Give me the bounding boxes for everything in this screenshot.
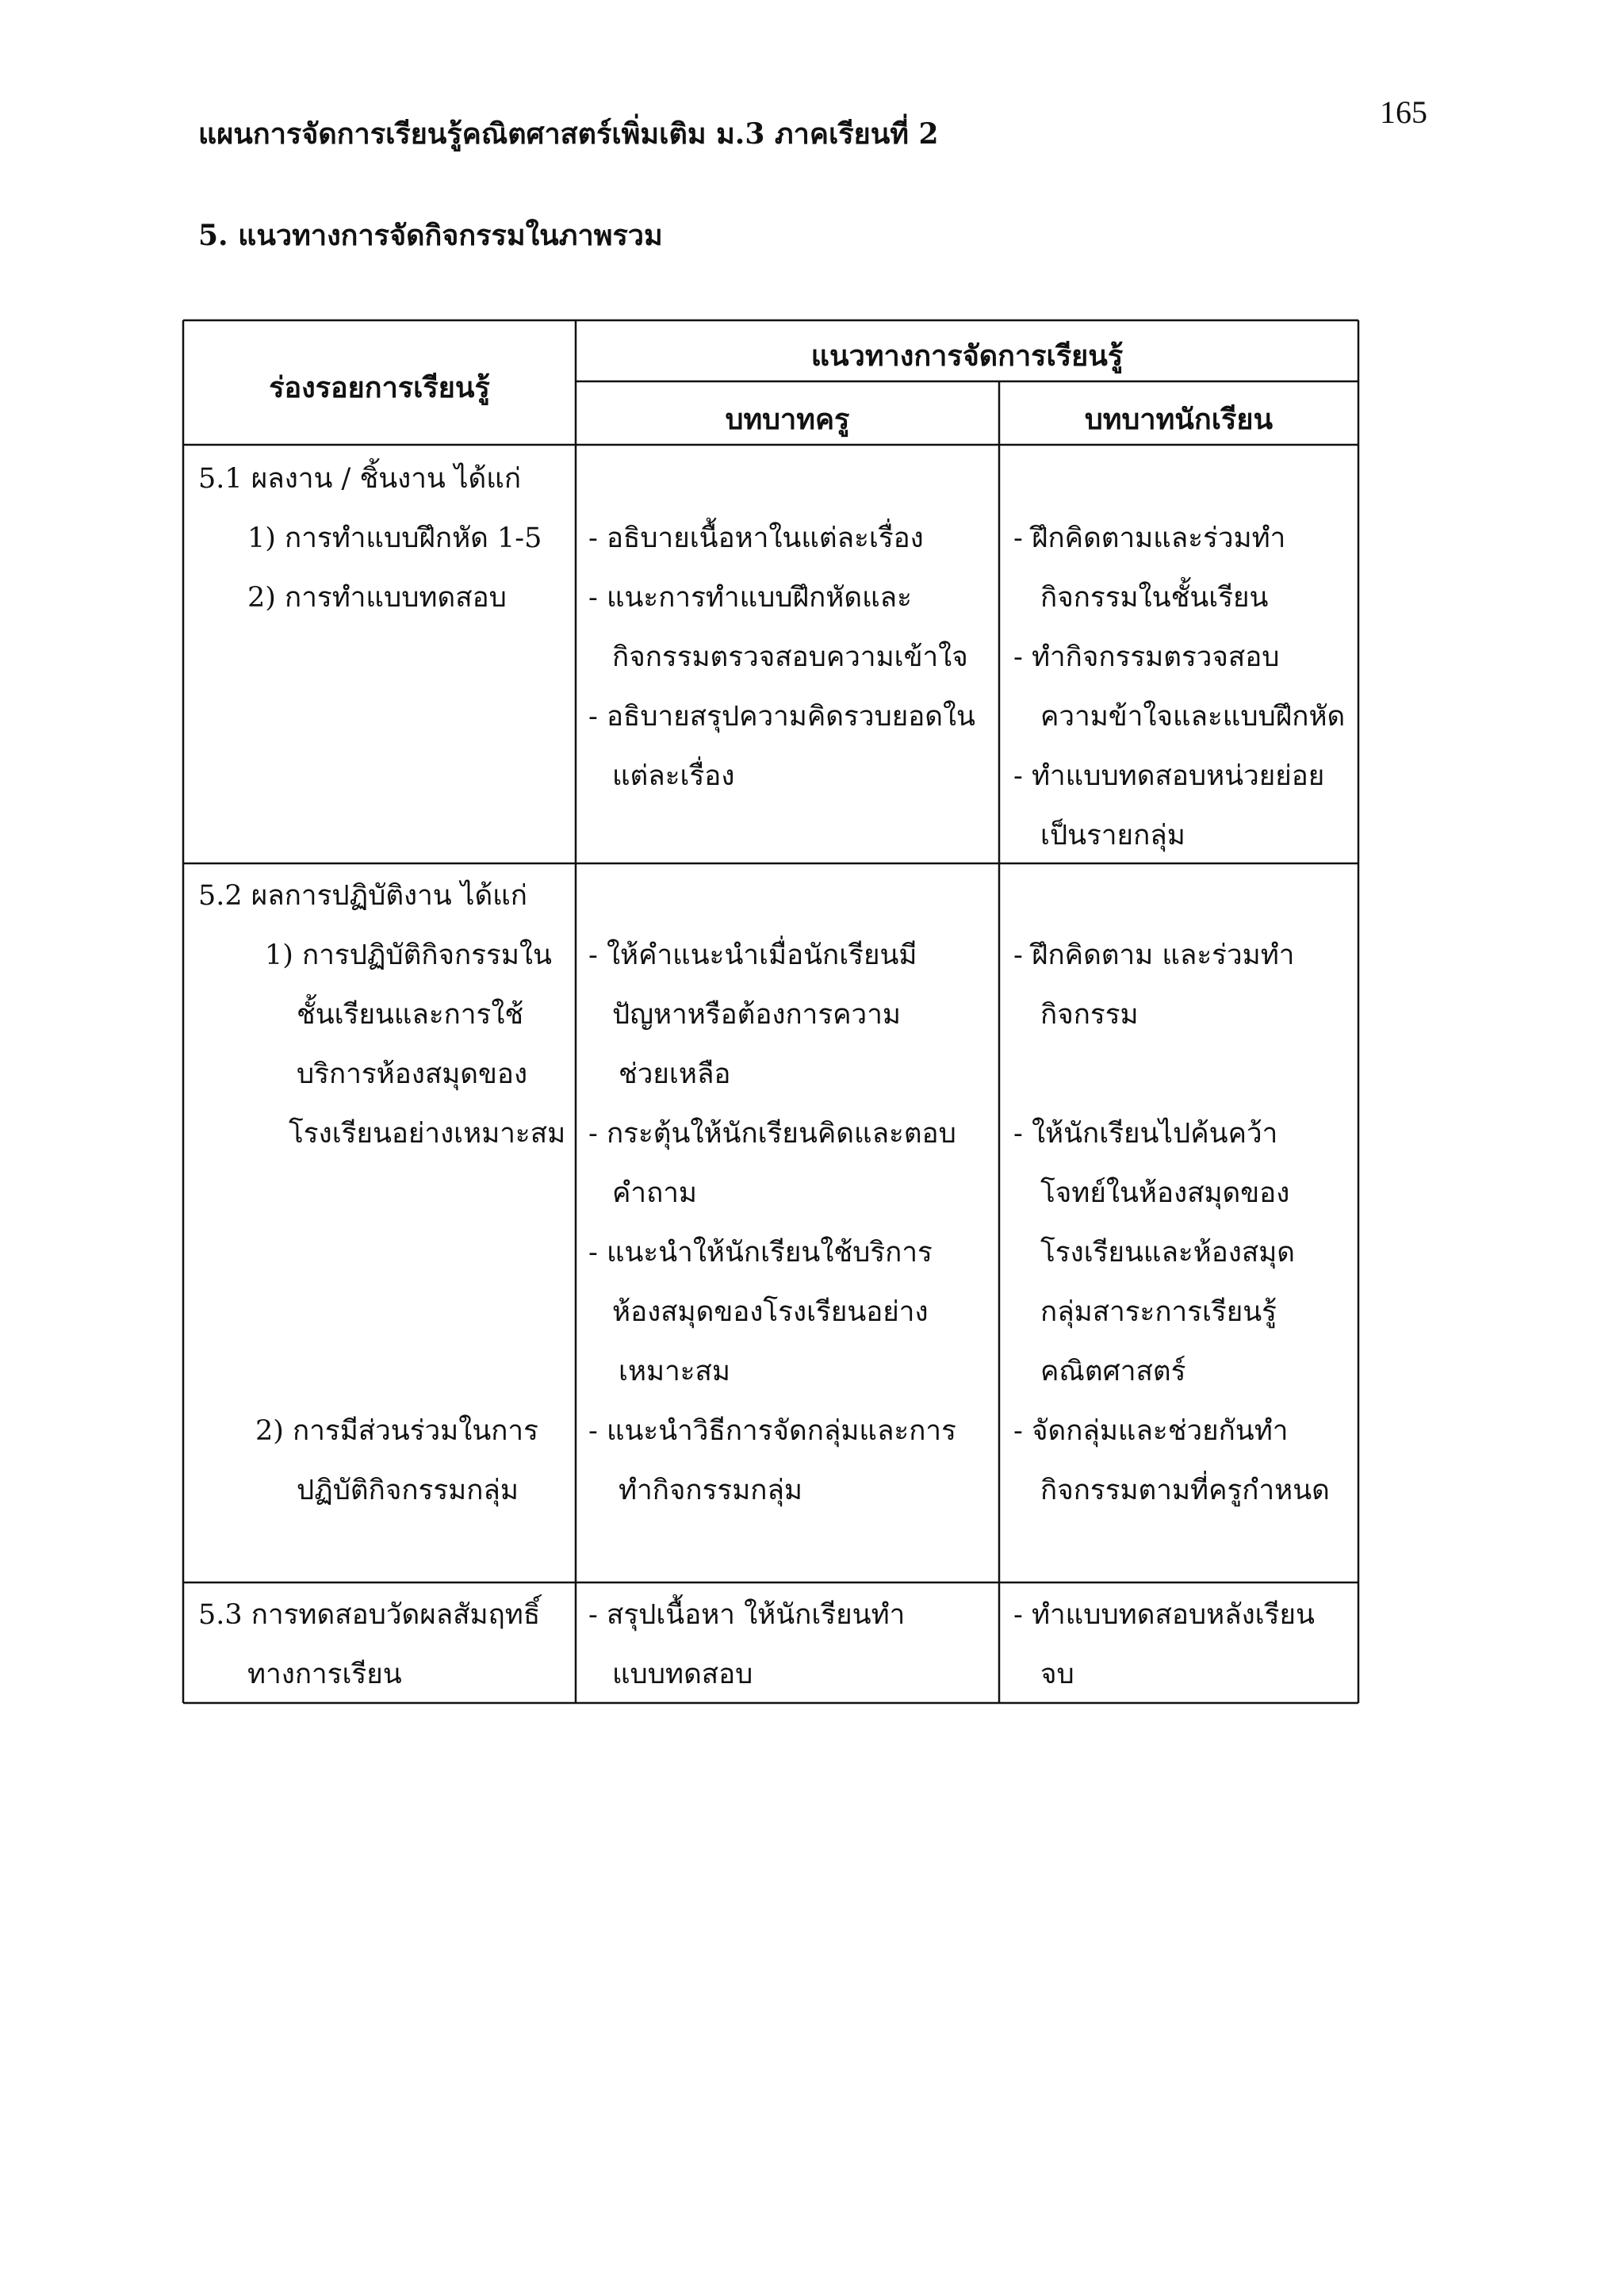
text-line: โรงเรียนอย่างเหมาะสม <box>289 1118 566 1150</box>
text-line: แต่ละเรื่อง <box>612 760 735 792</box>
document-header: แผนการจัดการเรียนรู้คณิตศาสตร์เพิ่มเติม ม.3 ภาคเรียนที่ 2 <box>198 117 939 151</box>
text-line: 5.2 ผลการปฏิบัติงาน ได้แก่ <box>198 880 527 912</box>
text-line: - แนะนำวิธีการจัดกลุ่มและการ <box>588 1415 956 1447</box>
text-line: - อธิบายเนื้อหาในแต่ละเรื่อง <box>588 522 924 554</box>
text-line: ช่วยเหลือ <box>619 1058 731 1090</box>
text-line: ชั้นเรียนและการใช้ <box>297 999 524 1031</box>
text-line: ทำกิจกรรมกลุ่ม <box>619 1475 802 1506</box>
text-line: - จัดกลุ่มและช่วยกันทำ <box>1013 1415 1289 1447</box>
section-title: 5. แนวทางการจัดกิจกรรมในภาพรวม <box>198 219 663 252</box>
text-line <box>198 1283 565 1342</box>
text-line <box>1013 1045 1330 1104</box>
header-approach: แนวทางการจัดการเรียนรู้ <box>810 339 1124 373</box>
text-line: ห้องสมุดของโรงเรียนอย่าง <box>612 1296 929 1328</box>
text-line: จบ <box>1040 1659 1074 1690</box>
text-line <box>588 867 956 926</box>
text-line: ทางการเรียน <box>247 1659 402 1690</box>
text-line: - สรุปเนื้อหา ให้นักเรียนทำ <box>588 1599 906 1631</box>
text-line <box>198 1223 565 1283</box>
text-line: - ฝึกคิดตามและร่วมทำ <box>1013 522 1286 554</box>
text-line: - อธิบายสรุปความคิดรวบยอดใน <box>588 701 975 733</box>
text-line: - ทำแบบทดสอบหลังเรียน <box>1013 1599 1315 1631</box>
row-2-evidence <box>198 867 565 1521</box>
text-line: - แนะการทำแบบฝึกหัดและ <box>588 582 912 614</box>
header-student-role: บทบาทนักเรียน <box>1084 403 1274 436</box>
text-line: 1) การปฏิบัติกิจกรรมใน <box>265 939 552 971</box>
row-1-student <box>1013 450 1345 866</box>
text-line: กิจกรรมตามที่ครูกำหนด <box>1040 1475 1330 1506</box>
text-line: โจทย์ในห้องสมุดของ <box>1040 1177 1290 1209</box>
text-line <box>198 1342 565 1402</box>
text-line: คำถาม <box>612 1177 697 1209</box>
row-3-evidence <box>198 1586 540 1705</box>
text-line: 2) การมีส่วนร่วมในการ <box>255 1415 538 1447</box>
row-3-student <box>1013 1586 1315 1705</box>
text-line: แบบทดสอบ <box>612 1659 753 1690</box>
text-line: - แนะนำให้นักเรียนใช้บริการ <box>588 1237 933 1269</box>
header-teacher-role: บทบาทครู <box>725 403 850 436</box>
text-line: 5.1 ผลงาน / ชิ้นงาน ได้แก่ <box>198 463 522 495</box>
row-1-evidence <box>198 450 542 628</box>
text-line: - ทำแบบทดสอบหน่วยย่อย <box>1013 760 1325 792</box>
text-line: โรงเรียนและห้องสมุด <box>1040 1237 1296 1269</box>
text-line: - กระตุ้นให้นักเรียนคิดและตอบ <box>588 1118 956 1150</box>
text-line: - ให้คำแนะนำเมื่อนักเรียนมี <box>588 939 917 971</box>
row-3-teacher <box>588 1586 905 1705</box>
text-line: - ทำกิจกรรมตรวจสอบ <box>1013 641 1280 673</box>
header-evidence: ร่องรอยการเรียนรู้ <box>269 371 490 404</box>
text-line: ปฏิบัติกิจกรรมกลุ่ม <box>297 1475 519 1506</box>
text-line <box>588 450 975 509</box>
row-2-teacher <box>588 867 956 1521</box>
text-line: - ให้นักเรียนไปค้นคว้า <box>1013 1118 1278 1150</box>
text-line: กิจกรรมในชั้นเรียน <box>1040 582 1269 614</box>
text-line: บริการห้องสมุดของ <box>297 1058 528 1090</box>
text-line <box>198 1164 565 1223</box>
row-2-student <box>1013 867 1330 1521</box>
text-line: 2) การทำแบบทดสอบ <box>247 582 507 614</box>
text-line: เหมาะสม <box>619 1356 730 1387</box>
text-line: กลุ่มสาระการเรียนรู้ <box>1040 1296 1277 1328</box>
text-line: ความข้าใจและแบบฝึกหัด <box>1040 701 1346 733</box>
text-line: กิจกรรมตรวจสอบความเข้าใจ <box>612 641 968 673</box>
text-line: 5.3 การทดสอบวัดผลสัมฤทธิ์ <box>198 1599 541 1631</box>
text-line: กิจกรรม <box>1040 999 1139 1031</box>
text-line: 1) การทำแบบฝึกหัด 1-5 <box>247 522 542 554</box>
text-line: คณิตศาสตร์ <box>1040 1356 1186 1387</box>
page-number: 165 <box>1380 94 1427 130</box>
row-1-teacher <box>588 450 975 806</box>
text-line <box>1013 450 1345 509</box>
text-line: เป็นรายกลุ่ม <box>1040 820 1185 851</box>
text-line <box>1013 867 1330 926</box>
text-line: ปัญหาหรือต้องการความ <box>612 999 901 1031</box>
text-line: - ฝึกคิดตาม และร่วมทำ <box>1013 939 1295 971</box>
